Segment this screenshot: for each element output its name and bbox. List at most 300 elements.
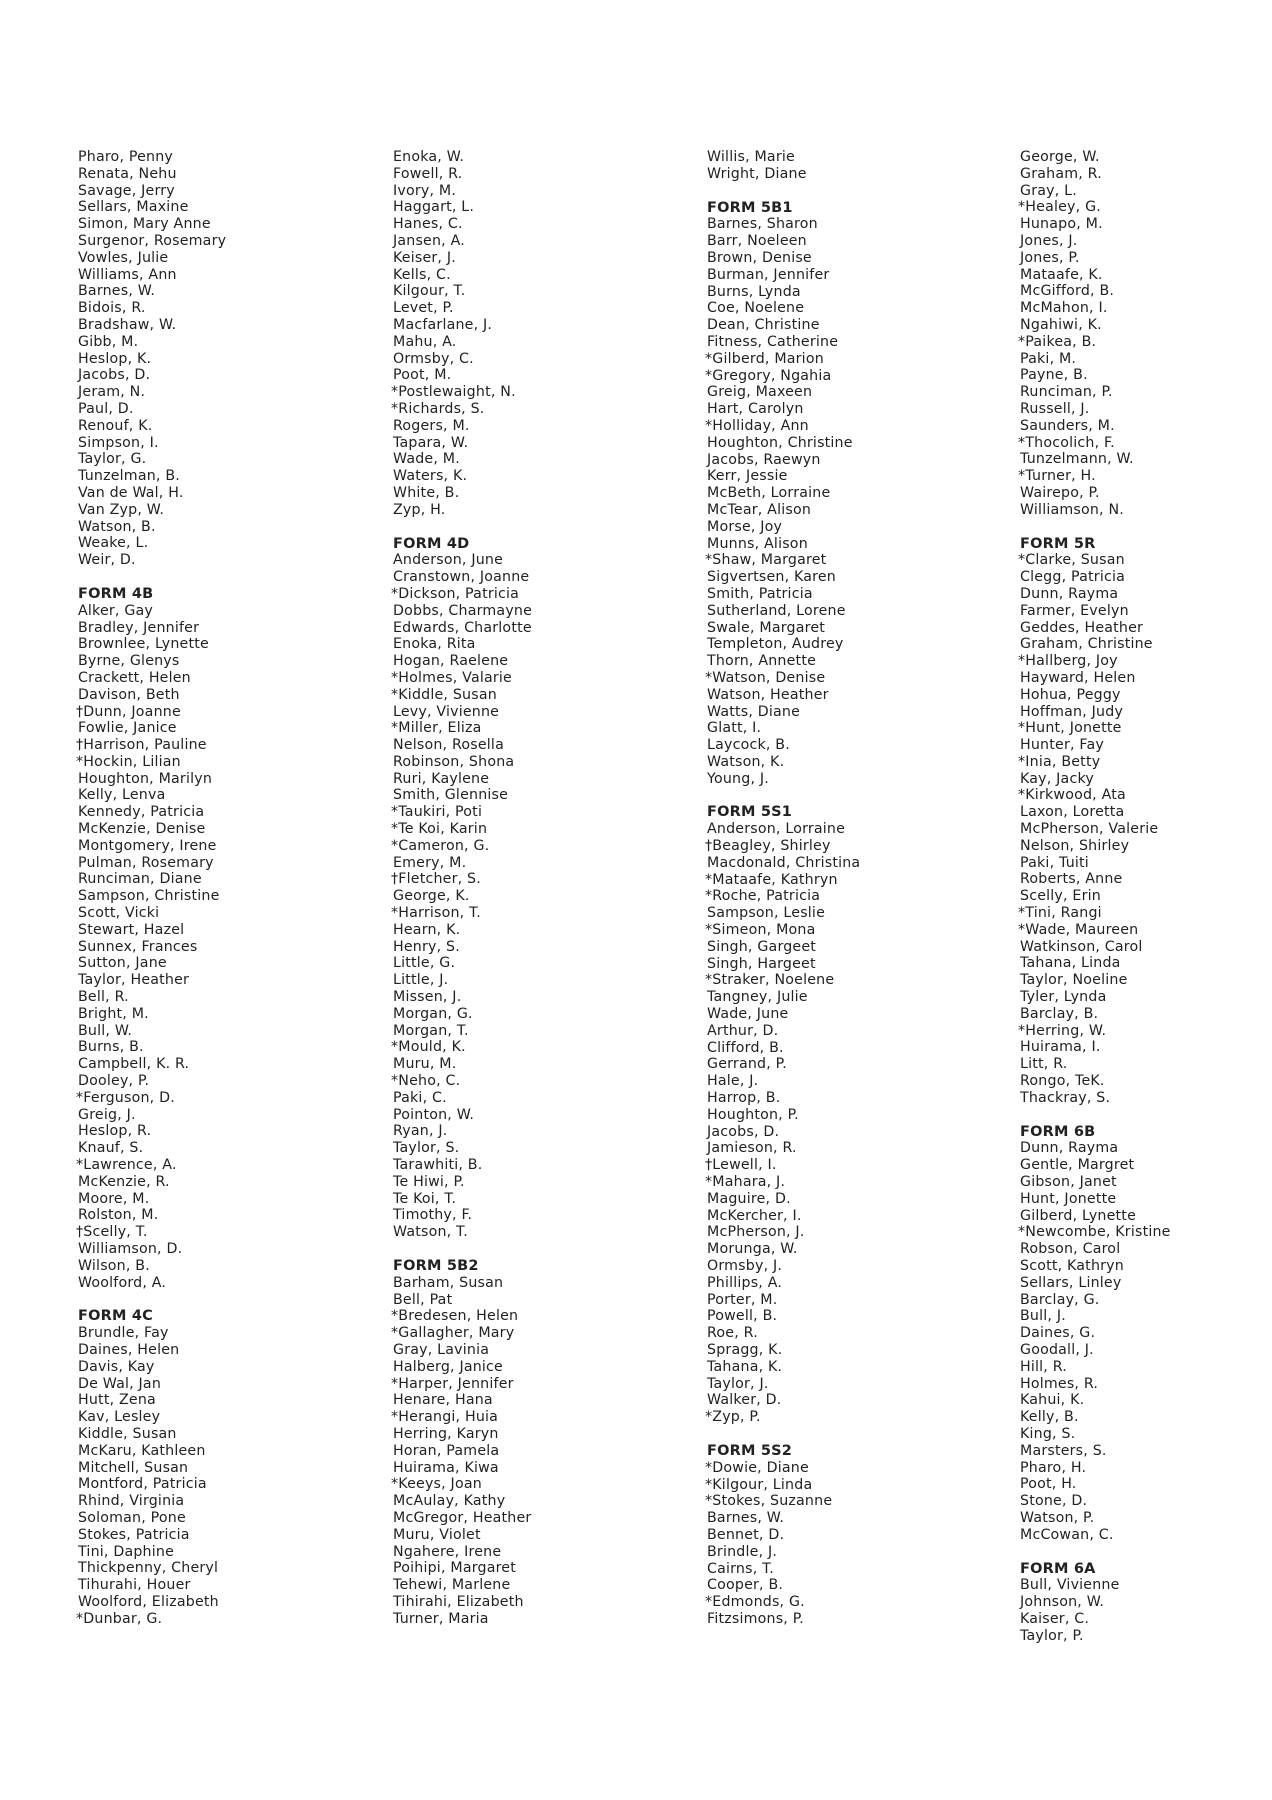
student-name: Rolston, M. bbox=[78, 1207, 159, 1224]
student-name: Barham, Susan bbox=[393, 1274, 504, 1291]
student-name: Dunn, Rayma bbox=[1020, 1140, 1119, 1157]
student-name: Halberg, Janice bbox=[393, 1358, 503, 1375]
student-name: Woolford, A. bbox=[78, 1274, 167, 1291]
student-name: *Stokes, Suzanne bbox=[705, 1493, 833, 1510]
student-name: Tini, Daphine bbox=[78, 1543, 175, 1560]
student-name: Hohua, Peggy bbox=[1020, 686, 1121, 703]
student-name: Ormsby, J. bbox=[707, 1258, 783, 1274]
student-name: *Mould, K. bbox=[391, 1039, 466, 1056]
student-name: *Te Koi, Karin bbox=[391, 821, 488, 838]
student-name: Rogers, M. bbox=[393, 417, 470, 434]
student-name: King, S. bbox=[1020, 1425, 1076, 1442]
student-name: *Turner, H. bbox=[1018, 468, 1096, 485]
student-name: Ruri, Kaylene bbox=[393, 770, 490, 787]
student-name: Brindle, J. bbox=[707, 1543, 778, 1560]
student-name: *Gallagher, Mary bbox=[391, 1325, 515, 1342]
student-name: Sampson, Leslie bbox=[707, 905, 825, 922]
student-name: Pointon, W. bbox=[393, 1106, 475, 1123]
student-name: †Fletcher, S. bbox=[391, 871, 481, 888]
student-name: Heslop, K. bbox=[78, 350, 152, 367]
student-name: *Paikea, B. bbox=[1018, 333, 1097, 350]
student-name: Stewart, Hazel bbox=[78, 921, 185, 938]
student-name: Scott, Vicki bbox=[78, 905, 160, 922]
student-name: Ngahiwi, K. bbox=[1020, 316, 1102, 333]
student-name: Wright, Diane bbox=[707, 165, 807, 182]
student-name: *Holmes, Valarie bbox=[391, 669, 512, 686]
student-name: *Mataafe, Kathryn bbox=[705, 871, 838, 888]
student-name: Poot, H. bbox=[1020, 1476, 1077, 1493]
student-name: Soloman, Pone bbox=[78, 1509, 186, 1526]
student-name: Barclay, G. bbox=[1020, 1291, 1100, 1308]
student-name: Haggart, L. bbox=[393, 199, 475, 216]
student-name: Bright, M. bbox=[78, 1005, 149, 1022]
student-name: Templeton, Audrey bbox=[707, 636, 844, 653]
student-name: Runciman, Diane bbox=[78, 871, 202, 888]
student-name: Rongo, TeK. bbox=[1020, 1073, 1105, 1090]
student-name: Gray, L. bbox=[1020, 182, 1077, 199]
student-name: Enoka, Rita bbox=[393, 636, 476, 653]
student-name: Wade, M. bbox=[393, 451, 460, 468]
student-name: Kerr, Jessie bbox=[707, 468, 788, 485]
student-name: Graham, Christine bbox=[1020, 636, 1153, 653]
student-name: Jeram, N. bbox=[78, 384, 146, 401]
student-name: Burns, B. bbox=[78, 1039, 144, 1056]
student-name: McGifford, B. bbox=[1020, 283, 1115, 300]
student-name: Runciman, P. bbox=[1020, 384, 1113, 401]
student-name: *Taukiri, Poti bbox=[391, 804, 483, 821]
student-name: Watson, K. bbox=[707, 753, 785, 770]
student-name: Huirama, Kiwa bbox=[393, 1459, 499, 1476]
student-name: †Lewell, I. bbox=[705, 1157, 777, 1174]
student-name: Barnes, W. bbox=[707, 1510, 785, 1527]
student-name: *Lawrence, A. bbox=[76, 1157, 177, 1174]
student-name: *Kiddle, Susan bbox=[391, 686, 497, 703]
student-name: Young, J. bbox=[707, 770, 769, 787]
student-name: Taylor, S. bbox=[393, 1140, 460, 1157]
student-name: Tihurahi, Houer bbox=[78, 1577, 191, 1594]
student-name: *Keeys, Joan bbox=[391, 1476, 482, 1493]
student-name: Taylor, J. bbox=[707, 1375, 769, 1392]
student-name: Campbell, K. R. bbox=[78, 1056, 190, 1073]
student-name: De Wal, Jan bbox=[78, 1375, 162, 1392]
form-heading: FORM 6B bbox=[1020, 1123, 1096, 1140]
column-4 bbox=[1020, 149, 1171, 1645]
student-name: *Mahara, J. bbox=[705, 1174, 786, 1191]
student-name: *Herring, W. bbox=[1018, 1022, 1107, 1039]
student-name: Watson, P. bbox=[1020, 1509, 1095, 1526]
student-name: Sutton, Jane bbox=[78, 955, 167, 972]
student-name: †Scelly, T. bbox=[76, 1224, 148, 1241]
student-name: Hayward, Helen bbox=[1020, 669, 1136, 686]
student-name: Taylor, Noeline bbox=[1020, 972, 1128, 989]
student-name: *Dunbar, G. bbox=[76, 1610, 163, 1627]
student-name: Graham, R. bbox=[1020, 165, 1102, 182]
student-name: Tangney, Julie bbox=[707, 989, 808, 1006]
student-name: Laycock, B. bbox=[707, 737, 790, 754]
student-name: Montgomery, Irene bbox=[78, 837, 217, 854]
student-name: *Newcombe, Kristine bbox=[1018, 1224, 1171, 1241]
student-name: Pharo, Penny bbox=[78, 149, 174, 165]
student-name: Weake, L. bbox=[78, 535, 149, 552]
column-1 bbox=[78, 149, 226, 1628]
student-name: Coe, Noelene bbox=[707, 300, 805, 317]
student-name: Jones, J. bbox=[1020, 232, 1078, 249]
student-name: McPherson, J. bbox=[707, 1224, 805, 1241]
student-name: Kells, C. bbox=[393, 266, 451, 283]
student-name: Muru, M. bbox=[393, 1056, 457, 1073]
student-name: Hanes, C. bbox=[393, 216, 463, 233]
student-name: McTear, Alison bbox=[707, 501, 812, 518]
student-name: Renata, Nehu bbox=[78, 165, 177, 182]
student-name: Dean, Christine bbox=[707, 317, 820, 334]
student-name: *Healey, G. bbox=[1018, 199, 1101, 216]
student-name: *Hunt, Jonette bbox=[1018, 720, 1122, 737]
student-name: Kelly, B. bbox=[1020, 1409, 1079, 1426]
student-name: *Gilberd, Marion bbox=[705, 350, 824, 367]
student-name: Hutt, Zena bbox=[78, 1392, 156, 1409]
student-name: Gibb, M. bbox=[78, 333, 139, 350]
student-name: Williamson, N. bbox=[1020, 501, 1125, 518]
student-name: Anderson, June bbox=[393, 552, 504, 569]
student-name: McKenzie, R. bbox=[78, 1173, 170, 1190]
student-name: Sutherland, Lorene bbox=[707, 602, 846, 619]
student-name: Tapara, W. bbox=[393, 434, 469, 451]
student-name: Dobbs, Charmayne bbox=[393, 602, 533, 619]
student-name: †Harrison, Pauline bbox=[76, 737, 207, 754]
student-name: Willis, Marie bbox=[707, 149, 795, 165]
student-name: Te Koi, T. bbox=[393, 1190, 457, 1207]
student-name: Watson, Heather bbox=[707, 686, 829, 703]
student-name: Houghton, Marilyn bbox=[78, 770, 213, 787]
form-heading: FORM 6A bbox=[1020, 1560, 1096, 1577]
student-name: Zyp, H. bbox=[393, 501, 446, 518]
student-name: Morgan, G. bbox=[393, 1005, 473, 1022]
student-name: *Shaw, Margaret bbox=[705, 552, 827, 569]
student-name: Wade, June bbox=[707, 1006, 789, 1023]
student-name: Taylor, G. bbox=[78, 451, 147, 468]
student-name: Henare, Hana bbox=[393, 1392, 493, 1409]
student-name: Mitchell, Susan bbox=[78, 1459, 189, 1476]
student-name: Burns, Lynda bbox=[707, 283, 801, 300]
student-name: Van de Wal, H. bbox=[78, 484, 184, 501]
student-name: Muru, Violet bbox=[393, 1526, 481, 1543]
student-name: Tunzelman, B. bbox=[78, 468, 180, 485]
student-name: Hogan, Raelene bbox=[393, 653, 509, 670]
student-name: Fowlie, Janice bbox=[78, 720, 177, 737]
student-name: Renouf, K. bbox=[78, 417, 153, 434]
student-name: Robson, Carol bbox=[1020, 1241, 1121, 1258]
student-name: Vowles, Julie bbox=[78, 249, 169, 266]
student-name: *Gregory, Ngahia bbox=[705, 367, 832, 384]
student-name: Hunapo, M. bbox=[1020, 216, 1103, 233]
student-name: Swale, Margaret bbox=[707, 619, 826, 636]
student-name: *Hockin, Lilian bbox=[76, 753, 181, 770]
student-name: Surgenor, Rosemary bbox=[78, 232, 227, 249]
student-name: Harrop, B. bbox=[707, 1090, 781, 1107]
student-name: McKenzie, Denise bbox=[78, 821, 206, 838]
student-name: Thackray, S. bbox=[1020, 1089, 1111, 1106]
student-name: *Wade, Maureen bbox=[1018, 921, 1139, 938]
column-3 bbox=[707, 149, 860, 1628]
student-name: Thorn, Annette bbox=[707, 653, 817, 670]
student-name: *Bredesen, Helen bbox=[391, 1308, 519, 1325]
student-name: Nelson, Rosella bbox=[393, 737, 504, 754]
student-name: *Hallberg, Joy bbox=[1018, 653, 1118, 670]
student-name: Jacobs, D. bbox=[707, 1123, 780, 1140]
student-name: George, K. bbox=[393, 888, 470, 905]
student-name: Emery, M. bbox=[393, 854, 467, 871]
student-name: Stokes, Patricia bbox=[78, 1526, 190, 1543]
student-name: Cranstown, Joanne bbox=[393, 569, 530, 586]
student-name: Macfarlane, J. bbox=[393, 316, 493, 333]
student-name: *Miller, Eliza bbox=[391, 720, 482, 737]
student-name: Scott, Kathryn bbox=[1020, 1258, 1124, 1274]
form-heading: FORM 5S1 bbox=[707, 804, 793, 821]
student-name: Jacobs, D. bbox=[78, 367, 151, 384]
student-name: Bull, Vivienne bbox=[1020, 1577, 1120, 1594]
student-name: *Neho, C. bbox=[391, 1073, 461, 1090]
student-name: Little, J. bbox=[393, 972, 449, 989]
student-name: Little, G. bbox=[393, 955, 456, 972]
student-name: Tahana, K. bbox=[707, 1358, 783, 1375]
student-name: Clifford, B. bbox=[707, 1039, 784, 1056]
student-name: Tunzelmann, W. bbox=[1020, 451, 1134, 468]
student-name: Farmer, Evelyn bbox=[1020, 602, 1129, 619]
student-name: Herring, Karyn bbox=[393, 1425, 499, 1442]
student-name: Gray, Lavinia bbox=[393, 1341, 490, 1358]
student-name: Laxon, Loretta bbox=[1020, 804, 1125, 821]
student-name: Barnes, W. bbox=[78, 283, 156, 300]
student-name: McMahon, I. bbox=[1020, 300, 1108, 317]
student-name: McCowan, C. bbox=[1020, 1526, 1114, 1543]
student-name: Singh, Gargeet bbox=[707, 938, 817, 955]
student-name: Fitzsimons, P. bbox=[707, 1610, 804, 1627]
student-name: Hale, J. bbox=[707, 1073, 759, 1090]
student-name: *Roche, Patricia bbox=[705, 888, 821, 905]
student-name: Pulman, Rosemary bbox=[78, 854, 214, 871]
student-name: Williamson, D. bbox=[78, 1241, 183, 1257]
student-name: Bradshaw, W. bbox=[78, 316, 177, 333]
form-heading: FORM 5R bbox=[1020, 535, 1096, 552]
student-name: Turner, Maria bbox=[393, 1610, 489, 1627]
student-name: *Holliday, Ann bbox=[705, 417, 809, 434]
form-heading: FORM 4D bbox=[393, 535, 470, 552]
student-name: Ormsby, C. bbox=[393, 350, 474, 367]
student-name: Sunnex, Frances bbox=[78, 938, 198, 955]
student-name: Pharo, H. bbox=[1020, 1459, 1087, 1476]
student-name: Kaiser, C. bbox=[1020, 1610, 1090, 1627]
student-name: Crackett, Helen bbox=[78, 669, 191, 686]
student-name: Bull, J. bbox=[1020, 1308, 1066, 1325]
student-name: Barr, Noeleen bbox=[707, 233, 807, 250]
student-name: Alker, Gay bbox=[78, 602, 154, 619]
student-name: Kelly, Lenva bbox=[78, 787, 166, 804]
student-name: Bradley, Jennifer bbox=[78, 619, 200, 636]
student-name: *Richards, S. bbox=[391, 400, 485, 417]
student-name: *Edmonds, G. bbox=[705, 1594, 805, 1611]
student-name: Watson, T. bbox=[393, 1224, 468, 1241]
student-name: Waters, K. bbox=[393, 468, 468, 485]
student-name: *Harrison, T. bbox=[391, 905, 481, 922]
student-name: Smith, Glennise bbox=[393, 787, 509, 804]
student-name: Keiser, J. bbox=[393, 249, 456, 266]
student-name: Spragg, K. bbox=[707, 1341, 783, 1358]
student-name: Sampson, Christine bbox=[78, 888, 220, 905]
student-name: Hearn, K. bbox=[393, 921, 461, 938]
student-name: Missen, J. bbox=[393, 989, 462, 1006]
student-name: Tarawhiti, B. bbox=[393, 1157, 483, 1174]
student-name: Simpson, I. bbox=[78, 434, 159, 451]
student-name: Bennet, D. bbox=[707, 1526, 785, 1543]
student-name: Sellars, Maxine bbox=[78, 199, 189, 216]
student-name: *Postlewaight, N. bbox=[391, 384, 516, 401]
student-name: Savage, Jerry bbox=[78, 182, 175, 199]
form-heading: FORM 5B2 bbox=[393, 1258, 479, 1274]
student-name: Poot, M. bbox=[393, 367, 452, 384]
student-name: Roberts, Anne bbox=[1020, 871, 1123, 888]
student-name: *Kirkwood, Ata bbox=[1018, 787, 1126, 804]
student-name: Munns, Alison bbox=[707, 535, 808, 552]
student-name: Dooley, P. bbox=[78, 1073, 150, 1090]
student-name: Ngahere, Irene bbox=[393, 1543, 502, 1560]
student-name: †Beagley, Shirley bbox=[705, 838, 831, 855]
student-name: Timothy, F. bbox=[393, 1207, 473, 1224]
student-name: *Kilgour, Linda bbox=[705, 1476, 813, 1493]
student-name: McKercher, I. bbox=[707, 1207, 802, 1224]
student-name: Tyler, Lynda bbox=[1020, 989, 1107, 1006]
student-name: Levet, P. bbox=[393, 300, 454, 317]
student-name: Burman, Jennifer bbox=[707, 266, 830, 283]
student-name: Davis, Kay bbox=[78, 1358, 155, 1375]
student-name: Kiddle, Susan bbox=[78, 1425, 177, 1442]
student-name: Tahana, Linda bbox=[1020, 955, 1121, 972]
student-name: *Herangi, Huia bbox=[391, 1409, 499, 1426]
student-name: Holmes, R. bbox=[1020, 1375, 1099, 1392]
student-name: Hunt, Jonette bbox=[1020, 1190, 1117, 1207]
student-name: *Thocolich, F. bbox=[1018, 434, 1115, 451]
student-name: Horan, Pamela bbox=[393, 1442, 500, 1459]
student-name: Paki, C. bbox=[393, 1089, 447, 1106]
form-heading: FORM 4C bbox=[78, 1308, 154, 1325]
student-name: Bidois, R. bbox=[78, 300, 146, 317]
student-name: McKaru, Kathleen bbox=[78, 1442, 206, 1459]
student-name: Woolford, Elizabeth bbox=[78, 1593, 219, 1610]
student-name: Levy, Vivienne bbox=[393, 703, 500, 720]
student-name: Moore, M. bbox=[78, 1190, 150, 1207]
student-name: Gilberd, Lynette bbox=[1020, 1207, 1136, 1224]
form-heading: FORM 4B bbox=[78, 585, 154, 602]
student-name: Dunn, Rayma bbox=[1020, 585, 1119, 602]
student-name: Henry, S. bbox=[393, 938, 460, 955]
student-name: Tehewi, Marlene bbox=[393, 1577, 511, 1594]
student-name: Jacobs, Raewyn bbox=[707, 451, 821, 468]
form-heading: FORM 5S2 bbox=[707, 1442, 793, 1459]
student-name: Rhind, Virginia bbox=[78, 1493, 185, 1510]
student-name: Enoka, W. bbox=[393, 149, 465, 165]
student-name: *Dowie, Diane bbox=[705, 1459, 809, 1476]
student-name: Mahu, A. bbox=[393, 333, 457, 350]
student-name: Thickpenny, Cheryl bbox=[78, 1560, 219, 1577]
student-name: Poihipi, Margaret bbox=[393, 1560, 517, 1577]
student-name: Saunders, M. bbox=[1020, 417, 1115, 434]
student-name: Russell, J. bbox=[1020, 400, 1090, 417]
student-name: Stone, D. bbox=[1020, 1493, 1088, 1510]
student-name: Mataafe, K. bbox=[1020, 266, 1103, 283]
student-name: Greig, Maxeen bbox=[707, 384, 813, 401]
student-name: Bull, W. bbox=[78, 1022, 133, 1039]
student-name: Payne, B. bbox=[1020, 367, 1088, 384]
student-name: Hunter, Fay bbox=[1020, 737, 1104, 754]
student-name: Sellars, Linley bbox=[1020, 1274, 1122, 1291]
student-name: Porter, M. bbox=[707, 1291, 778, 1308]
student-name: Brownlee, Lynette bbox=[78, 636, 209, 653]
student-name: Arthur, D. bbox=[707, 1022, 779, 1039]
student-name: †Dunn, Joanne bbox=[76, 703, 181, 720]
student-name: Paki, Tuiti bbox=[1020, 854, 1089, 871]
student-name: Wilson, B. bbox=[78, 1257, 150, 1274]
student-name: Brundle, Fay bbox=[78, 1325, 169, 1342]
student-name: Hart, Carolyn bbox=[707, 401, 804, 418]
student-name: Kahui, K. bbox=[1020, 1392, 1085, 1409]
student-name: Litt, R. bbox=[1020, 1056, 1068, 1073]
student-name: Brown, Denise bbox=[707, 249, 812, 266]
student-name: Houghton, P. bbox=[707, 1106, 799, 1123]
student-name: *Ferguson, D. bbox=[76, 1089, 175, 1106]
student-name: Glatt, I. bbox=[707, 720, 762, 737]
student-name: McAulay, Kathy bbox=[393, 1493, 506, 1510]
student-name: Ryan, J. bbox=[393, 1123, 448, 1140]
student-name: Walker, D. bbox=[707, 1392, 782, 1409]
student-name: Knauf, S. bbox=[78, 1140, 144, 1157]
student-name: Clegg, Patricia bbox=[1020, 569, 1125, 586]
student-name: Watkinson, Carol bbox=[1020, 938, 1143, 955]
student-name: Cooper, B. bbox=[707, 1577, 784, 1594]
student-name: Kay, Jacky bbox=[1020, 770, 1094, 787]
student-name: McPherson, Valerie bbox=[1020, 821, 1159, 838]
student-name: Cairns, T. bbox=[707, 1560, 775, 1577]
student-name: Ivory, M. bbox=[393, 182, 457, 199]
student-name: Sigvertsen, Karen bbox=[707, 569, 836, 586]
student-name: Te Hiwi, P. bbox=[393, 1173, 465, 1190]
student-name: Macdonald, Christina bbox=[707, 854, 861, 871]
student-name: Singh, Hargeet bbox=[707, 955, 816, 972]
student-name: Fitness, Catherine bbox=[707, 333, 839, 350]
student-name: Bell, Pat bbox=[393, 1291, 453, 1308]
student-name: Barclay, B. bbox=[1020, 1005, 1099, 1022]
student-name: Davison, Beth bbox=[78, 686, 180, 703]
student-name: Paki, M. bbox=[1020, 350, 1077, 367]
student-name: McBeth, Lorraine bbox=[707, 485, 831, 502]
student-name: McGregor, Heather bbox=[393, 1509, 532, 1526]
student-name: Maguire, D. bbox=[707, 1190, 791, 1207]
student-name: Williams, Ann bbox=[78, 266, 177, 283]
student-name: Watts, Diane bbox=[707, 703, 801, 720]
student-name: *Simeon, Mona bbox=[705, 922, 816, 939]
student-name: Morgan, T. bbox=[393, 1022, 469, 1039]
student-name: Daines, Helen bbox=[78, 1341, 180, 1358]
student-name: Gibson, Janet bbox=[1020, 1174, 1117, 1191]
student-name: *Dickson, Patricia bbox=[391, 585, 520, 602]
student-name: Heslop, R. bbox=[78, 1123, 152, 1140]
student-name: Geddes, Heather bbox=[1020, 619, 1144, 636]
student-name: Simon, Mary Anne bbox=[78, 216, 211, 233]
student-name: *Tini, Rangi bbox=[1018, 905, 1102, 922]
student-name: Kav, Lesley bbox=[78, 1409, 161, 1426]
student-name: *Inia, Betty bbox=[1018, 753, 1101, 770]
student-name: Wairepo, P. bbox=[1020, 484, 1100, 501]
student-name: Jansen, A. bbox=[393, 232, 465, 249]
student-name: Marsters, S. bbox=[1020, 1442, 1107, 1459]
